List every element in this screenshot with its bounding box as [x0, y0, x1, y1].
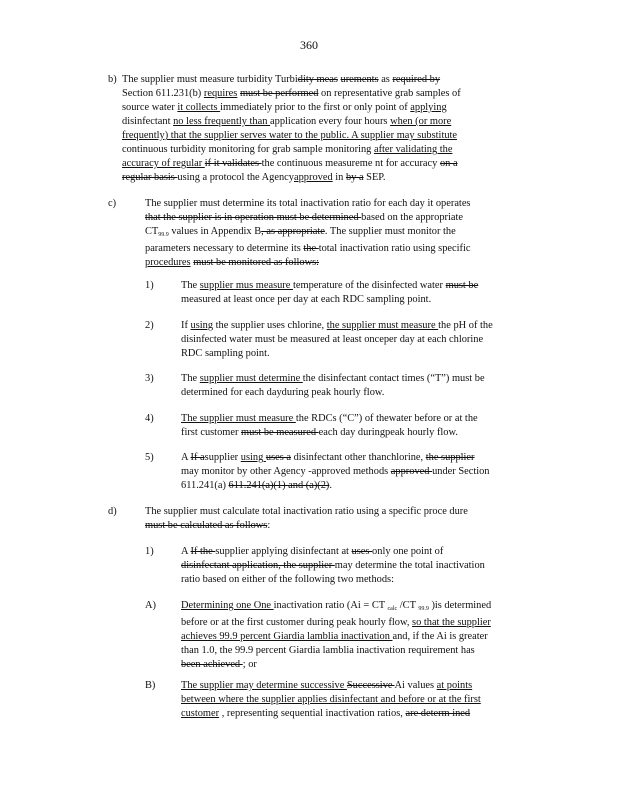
- underlined-text: it collects: [177, 102, 221, 113]
- item-c1-label: 1): [145, 280, 154, 291]
- item-c4-text: [181, 412, 536, 440]
- text-run: :: [267, 520, 271, 531]
- text-line: [181, 465, 536, 479]
- section-c-label: c): [108, 198, 117, 209]
- text-run: A: [181, 546, 191, 557]
- struck-text: must be: [445, 280, 479, 291]
- struck-text: If the: [190, 546, 216, 557]
- struck-text: by a: [345, 172, 364, 183]
- struck-text: required by: [392, 74, 441, 85]
- item-d1-label: 1): [145, 546, 154, 557]
- struck-text: regular basis: [122, 172, 178, 183]
- method-b-label: B): [145, 680, 156, 691]
- text-run: , representing sequential inactivation ratios,: [219, 708, 406, 719]
- text-run: the continuous measureme nt for accuracy: [261, 158, 440, 169]
- item-c3-text: [181, 372, 536, 400]
- text-line: [145, 225, 535, 242]
- item-c5-text: [181, 451, 536, 493]
- text-run: disinfectant other thanchlorine,: [290, 452, 426, 463]
- underlined-text: Determining one One: [181, 600, 274, 611]
- text-line: [181, 479, 536, 493]
- item-d1-text: [181, 545, 536, 587]
- text-line: [122, 171, 534, 185]
- text-line: [181, 347, 536, 361]
- text-run: /CT: [397, 600, 419, 611]
- struck-text: on a: [439, 158, 458, 169]
- item-c3-label: 3): [145, 373, 154, 384]
- struck-text: must be monitored as follows:: [193, 257, 320, 268]
- text-run: Section 611.231(b): [122, 88, 204, 99]
- text-line: [122, 87, 534, 101]
- text-line: [181, 693, 541, 707]
- underlined-text: supplier must determine: [199, 373, 303, 384]
- text-line: [181, 333, 536, 347]
- struck-text: If a: [190, 452, 205, 463]
- text-line: [181, 545, 536, 559]
- text-run: )is determined: [428, 600, 492, 611]
- section-b-label: b): [108, 74, 117, 85]
- underlined-text: The supplier must measure: [181, 413, 296, 424]
- text-line: [181, 412, 536, 426]
- section-b-text: [122, 73, 534, 185]
- text-line: [181, 319, 536, 333]
- struck-text: approved: [390, 466, 433, 477]
- text-run: as: [378, 74, 393, 85]
- text-line: [181, 573, 536, 587]
- subscript-text: 99.9: [418, 606, 429, 612]
- text-line: [181, 658, 541, 672]
- underlined-text: The supplier may determine successive: [181, 680, 347, 691]
- section-d-text: [145, 505, 535, 533]
- text-run: The: [181, 373, 200, 384]
- text-run: values in Appendix B: [168, 226, 262, 237]
- text-run: supplier applying disinfectant at: [215, 546, 352, 557]
- section-d-label: d): [108, 506, 117, 517]
- struck-text: uses a: [265, 452, 291, 463]
- text-line: [145, 211, 535, 225]
- underlined-text: requires: [203, 88, 238, 99]
- struck-text: been achieved: [181, 659, 243, 670]
- text-run: total inactivation ratio using specific: [318, 243, 471, 254]
- text-run: than 1.0, the 99.9 percent Giardia lamblia inactivation requirement has: [181, 645, 475, 656]
- text-line: [181, 599, 541, 616]
- text-run: . The supplier must monitor the: [324, 226, 456, 237]
- text-run: temperature of the disinfected water: [292, 280, 446, 291]
- text-line: [181, 559, 536, 573]
- text-run: disinfectant: [122, 116, 174, 127]
- struck-text: uses: [351, 546, 373, 557]
- underlined-text: applying: [410, 102, 447, 113]
- text-line: [122, 73, 534, 87]
- text-line: [122, 157, 534, 171]
- struck-text: the: [303, 243, 319, 254]
- text-run: ; or: [242, 659, 257, 670]
- struck-text: Successive: [346, 680, 395, 691]
- text-run: the supplier uses chlorine,: [213, 320, 327, 331]
- text-run: The: [181, 280, 200, 291]
- subscript-text: calc: [387, 606, 398, 612]
- text-run: on representative grab samples of: [318, 88, 461, 99]
- text-run: CT: [145, 226, 159, 237]
- text-line: [181, 707, 541, 721]
- item-c4-label: 4): [145, 413, 154, 424]
- struck-text: that the supplier is in operation must be determined: [145, 212, 362, 223]
- text-run: may monitor by other Agency -approved methods: [181, 466, 391, 477]
- struck-text: , as appropriate: [261, 226, 325, 237]
- text-line: [181, 679, 541, 693]
- underlined-text: the supplier must measure: [326, 320, 439, 331]
- text-run: under Section: [432, 466, 490, 477]
- underlined-text: customer: [181, 708, 220, 719]
- method-a-text: [181, 599, 541, 672]
- struck-text: disinfectant application, the supplier: [181, 560, 335, 571]
- text-line: [122, 129, 534, 143]
- text-run: The supplier must determine its total inactivation ratio for each day it operates: [145, 198, 471, 209]
- underlined-text: so that the supplier: [412, 617, 491, 628]
- underlined-text: procedures: [145, 257, 191, 268]
- text-line: [145, 519, 535, 533]
- underlined-text: when (or more: [390, 116, 452, 127]
- underlined-text: accuracy of regular: [122, 158, 205, 169]
- method-b-text: [181, 679, 541, 721]
- text-run: Ai values: [394, 680, 437, 691]
- text-run: parameters necessary to determine its: [145, 243, 304, 254]
- text-run: The supplier must calculate total inactivation ratio using a specific proce dure: [145, 506, 468, 517]
- text-run: immediately prior to the first or only point of: [220, 102, 411, 113]
- text-run: the RDCs (“C”) of thewater before or at the: [295, 413, 478, 424]
- text-run: If: [181, 320, 191, 331]
- text-run: The supplier must measure turbidity Turbi: [122, 74, 298, 85]
- text-run: may determine the total inactivation: [334, 560, 485, 571]
- item-c2-label: 2): [145, 320, 154, 331]
- text-line: [145, 505, 535, 519]
- page-number: 360: [300, 38, 318, 52]
- underlined-text: no less frequently than: [173, 116, 271, 127]
- struck-text: are determ ined: [405, 708, 471, 719]
- text-run: continuous turbidity monitoring for grab sample monitoring: [122, 144, 374, 155]
- text-run: in: [332, 172, 346, 183]
- text-run: before or at the first customer during peak hourly flow,: [181, 617, 413, 628]
- item-c5-label: 5): [145, 452, 154, 463]
- text-line: [122, 101, 534, 115]
- underlined-text: supplier mus measure: [199, 280, 293, 291]
- underlined-text: achieves 99.9 percent Giardia lamblia inactivation: [181, 631, 393, 642]
- item-c2-text: [181, 319, 536, 361]
- text-run: determined for each dayduring peak hourly flow.: [181, 387, 385, 398]
- text-run: inactivation ratio (Ai = CT: [273, 600, 388, 611]
- text-run: only one point of: [372, 546, 444, 557]
- text-run: and, if the Ai is greater: [392, 631, 488, 642]
- underlined-text: approved: [294, 172, 333, 183]
- struck-text: must be measured: [241, 427, 319, 438]
- item-c1-text: [181, 279, 536, 307]
- text-line: [181, 644, 541, 658]
- underlined-text: using: [240, 452, 266, 463]
- underlined-text: frequently) that the supplier serves water to the public. A supplier may substitute: [122, 130, 458, 141]
- text-run: source water: [122, 102, 178, 113]
- struck-text: must be calculated as follows: [145, 520, 268, 531]
- text-run: each day duringpeak hourly flow.: [318, 427, 458, 438]
- section-c-text: [145, 197, 535, 270]
- underlined-text: between where the supplier applies disinfectant and before or at the first: [181, 694, 481, 705]
- text-line: [145, 256, 535, 270]
- struck-text: urements: [340, 74, 379, 85]
- text-run: measured at least once per day at each RDC sampling point.: [181, 294, 432, 305]
- text-run: the pH of the: [438, 320, 493, 331]
- text-run: RDC sampling point.: [181, 348, 270, 359]
- underlined-text: using: [190, 320, 214, 331]
- text-run: SEP.: [363, 172, 386, 183]
- struck-text: if it validates: [204, 158, 262, 169]
- text-run: A: [181, 452, 191, 463]
- text-run: based on the appropriate: [361, 212, 463, 223]
- text-line: [145, 242, 535, 256]
- text-run: using a protocol the Agency: [177, 172, 294, 183]
- text-line: [122, 143, 534, 157]
- text-line: [181, 630, 541, 644]
- text-run: the disinfectant contact times (“T”) must be: [302, 373, 485, 384]
- text-run: ratio based on either of the following two methods:: [181, 574, 394, 585]
- text-line: [181, 293, 536, 307]
- text-line: [181, 426, 536, 440]
- text-line: [181, 386, 536, 400]
- struck-text: dity meas: [297, 74, 338, 85]
- method-a-label: A): [145, 600, 156, 611]
- text-run: supplier: [204, 452, 241, 463]
- struck-text: must be performed: [239, 88, 319, 99]
- text-run: .: [329, 480, 333, 491]
- text-run: disinfected water must be measured at least onceper day at each chlorine: [181, 334, 484, 345]
- text-run: application every four hours: [270, 116, 391, 127]
- text-line: [181, 279, 536, 293]
- text-line: [122, 115, 534, 129]
- text-line: [181, 451, 536, 465]
- text-run: first customer: [181, 427, 242, 438]
- text-line: [181, 372, 536, 386]
- subscript-text: 99.9: [158, 232, 169, 238]
- underlined-text: at points: [436, 680, 473, 691]
- struck-text: 611.241(a)(1) and (a)(2): [228, 480, 330, 491]
- underlined-text: after validating the: [373, 144, 453, 155]
- struck-text: the supplier: [425, 452, 475, 463]
- text-line: [145, 197, 535, 211]
- text-run: 611.241(a): [181, 480, 229, 491]
- text-line: [181, 616, 541, 630]
